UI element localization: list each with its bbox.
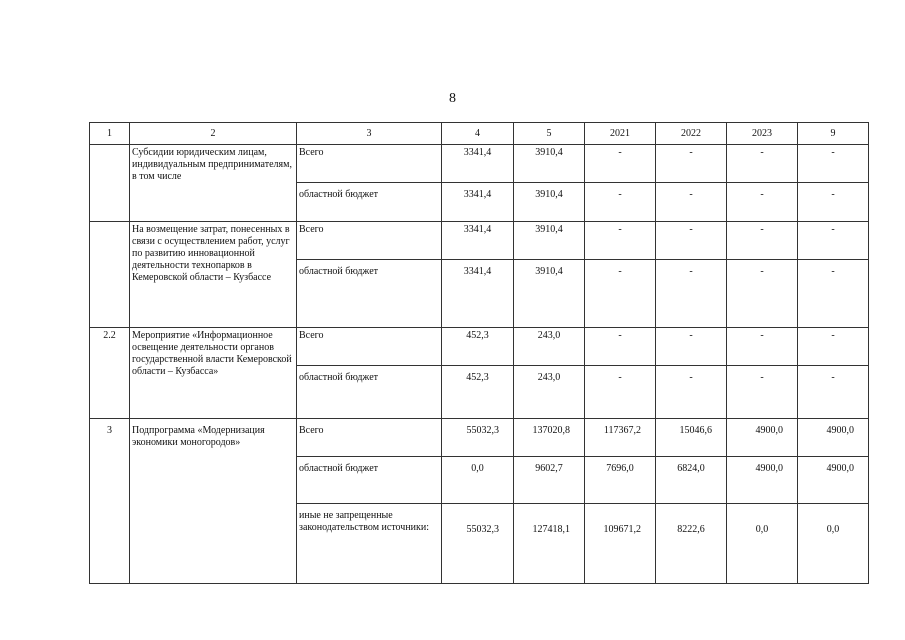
value-2023: - [727, 145, 798, 183]
value-2022: 15046,6 [656, 419, 727, 457]
header-cell: 2022 [656, 123, 727, 145]
value-2023: - [727, 366, 798, 419]
value-2021: - [585, 222, 656, 260]
value-2022: - [656, 183, 727, 222]
value-2022: - [656, 222, 727, 260]
value-col5: 3910,4 [514, 222, 585, 260]
item-name: Мероприятие «Информационное освещение деятельности органов государственной власти Кемеровской области – Кузбасса» [130, 328, 297, 419]
value-2023: 4900,0 [727, 457, 798, 504]
item-name: Подпрограмма «Модернизация экономики моногородов» [130, 419, 297, 584]
header-cell: 2021 [585, 123, 656, 145]
value-col5: 137020,8 [514, 419, 585, 457]
value-2021: - [585, 260, 656, 328]
value-col9: - [798, 366, 869, 419]
value-col5: 3910,4 [514, 145, 585, 183]
funding-source: областной бюджет [297, 183, 442, 222]
value-col5: 3910,4 [514, 260, 585, 328]
value-col4: 452,3 [442, 366, 514, 419]
header-cell: 1 [90, 123, 130, 145]
funding-source: областной бюджет [297, 260, 442, 328]
item-name: Субсидии юридическим лицам, индивидуальным предпринимателям, в том числе [130, 145, 297, 222]
value-col9: - [798, 328, 869, 366]
table-row [90, 419, 869, 457]
value-col4: 3341,4 [442, 222, 514, 260]
header-cell: 9 [798, 123, 869, 145]
value-col4: 3341,4 [442, 145, 514, 183]
value-col4: 452,3 [442, 328, 514, 366]
value-2021: 109671,2 [585, 504, 656, 584]
value-2021: - [585, 366, 656, 419]
row-number: 3 [90, 419, 130, 584]
funding-source: областной бюджет [297, 457, 442, 504]
header-row [90, 123, 869, 145]
budget-table [89, 122, 869, 584]
value-2021: - [585, 145, 656, 183]
value-2022: - [656, 366, 727, 419]
table-row [90, 145, 869, 183]
value-col5: 243,0 [514, 328, 585, 366]
value-col5: 9602,7 [514, 457, 585, 504]
funding-source: Всего [297, 328, 442, 366]
value-col4: 3341,4 [442, 260, 514, 328]
value-col9: 4900,0 [798, 419, 869, 457]
header-cell: 2023 [727, 123, 798, 145]
value-col9: 0,0 [798, 504, 869, 584]
value-2023: - [727, 222, 798, 260]
funding-source: Всего [297, 222, 442, 260]
value-2023: - [727, 328, 798, 366]
funding-source: Всего [297, 419, 442, 457]
value-col9: - [798, 145, 869, 183]
value-2021: 7696,0 [585, 457, 656, 504]
funding-source: Всего [297, 145, 442, 183]
value-2021: - [585, 183, 656, 222]
value-2021: 117367,2 [585, 419, 656, 457]
value-2023: 4900,0 [727, 419, 798, 457]
header-cell: 4 [442, 123, 514, 145]
item-name: На возмещение затрат, понесенных в связи с осуществлением работ, услуг по развитию инновационной деятельности технопарков в Кемеровской области – Кузбассе [130, 222, 297, 328]
funding-source: областной бюджет [297, 366, 442, 419]
value-2023: - [727, 183, 798, 222]
header-cell: 3 [297, 123, 442, 145]
value-col4: 0,0 [442, 457, 514, 504]
value-2023: 0,0 [727, 504, 798, 584]
value-2022: - [656, 145, 727, 183]
value-col9: 4900,0 [798, 457, 869, 504]
value-2021: - [585, 328, 656, 366]
value-2022: 6824,0 [656, 457, 727, 504]
value-col9: - [798, 222, 869, 260]
value-col5: 3910,4 [514, 183, 585, 222]
table-row [90, 328, 869, 366]
value-col4: 55032,3 [442, 504, 514, 584]
value-col4: 3341,4 [442, 183, 514, 222]
value-2022: - [656, 328, 727, 366]
funding-source: иные не запрещенные законодательством источники: [297, 504, 442, 584]
value-col5: 127418,1 [514, 504, 585, 584]
table-row [90, 222, 869, 260]
header-cell: 2 [130, 123, 297, 145]
value-2022: - [656, 260, 727, 328]
row-number [90, 222, 130, 328]
value-col9: - [798, 260, 869, 328]
value-col4: 55032,3 [442, 419, 514, 457]
row-number: 2.2 [90, 328, 130, 419]
header-cell: 5 [514, 123, 585, 145]
value-col9: - [798, 183, 869, 222]
value-2023: - [727, 260, 798, 328]
value-col5: 243,0 [514, 366, 585, 419]
row-number [90, 145, 130, 222]
value-2022: 8222,6 [656, 504, 727, 584]
page-number: 8 [449, 91, 456, 106]
